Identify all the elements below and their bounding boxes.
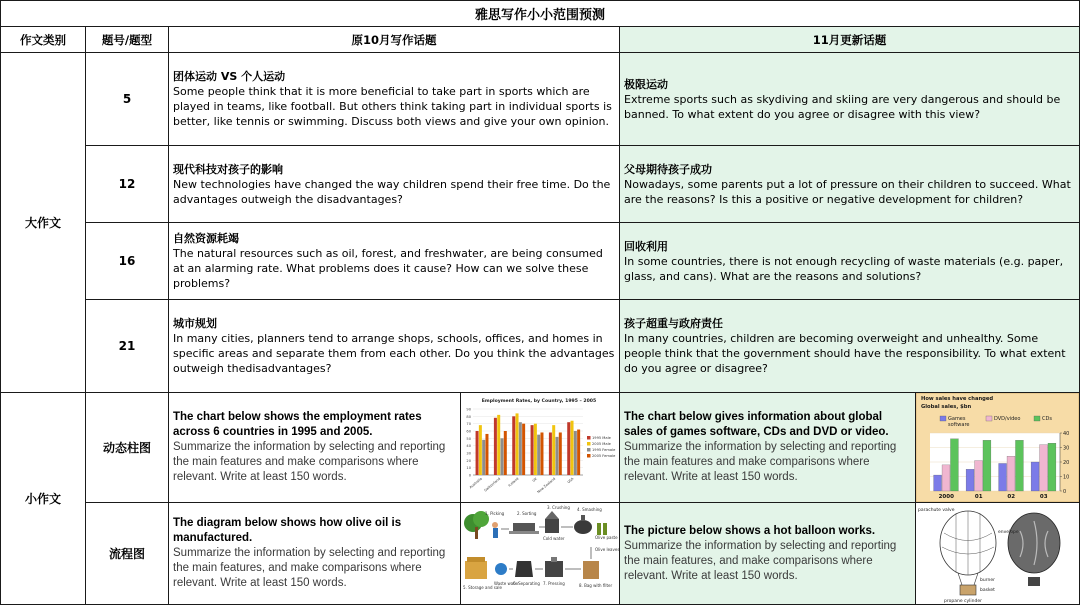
step-label: 2. Sorting xyxy=(517,511,537,516)
hot-air-balloon-diagram-cell xyxy=(915,502,1080,605)
old-topic-cell xyxy=(168,52,620,146)
task-instructions: Summarize the information by selecting and reporting the main features and make comparisons where relevant. Write at least 150 words. xyxy=(624,441,897,483)
new-topic-cell xyxy=(619,52,1080,146)
legend-label: 1995 Female xyxy=(592,448,616,452)
olive-bottles-icon xyxy=(597,523,607,535)
legend-label: 2005 Female xyxy=(592,454,616,458)
legend-swatch xyxy=(940,416,946,421)
bar xyxy=(516,413,519,475)
bar xyxy=(1048,443,1056,491)
old-topic-cell xyxy=(168,299,620,393)
bar xyxy=(534,424,537,475)
olive-oil-process-diagram xyxy=(461,503,619,604)
old-task-cell xyxy=(168,502,461,605)
topic-text: In many countries, children are becoming overweight and unhealthy. Some people think that the government should have the responsibility. To what extent do you agree or disagree? xyxy=(624,332,1066,375)
topic-text: New technologies have changed the way children spend their free time. Do the advantages outweigh the disadvantages? xyxy=(173,177,611,206)
y-tick-label: 80 xyxy=(466,414,471,419)
y-tick-label: 10 xyxy=(466,466,471,471)
bar xyxy=(476,431,479,475)
topic-title: 极限运动 xyxy=(624,77,668,91)
x-tick-label: 2000 xyxy=(938,494,954,500)
y-tick-label: 40 xyxy=(1063,430,1070,437)
diagram-label: burner xyxy=(980,578,995,583)
bar xyxy=(571,421,574,475)
y-tick-label: 50 xyxy=(466,436,471,441)
header-category: 作文类别 xyxy=(0,26,86,53)
x-tick-label: 01 xyxy=(974,494,983,500)
topic-text: Extreme sports such as skydiving and skiing are very dangerous and should be banned. To what extent do you agree or disagree with this view? xyxy=(624,92,1061,121)
category-small-essay: 小作文 xyxy=(0,392,86,605)
picker-icon xyxy=(492,522,498,538)
sales-chart-cell xyxy=(915,392,1080,503)
employment-rates-chart xyxy=(461,393,619,502)
bar xyxy=(942,465,950,491)
diagram-label: parachute valve xyxy=(918,508,955,513)
question-number: 5 xyxy=(85,52,169,146)
legend-label: software xyxy=(948,422,970,428)
bar xyxy=(1040,445,1048,491)
y-tick-label: 40 xyxy=(466,444,471,449)
separator-icon xyxy=(515,561,533,577)
y-tick-label: 0 xyxy=(1063,488,1067,495)
task-lead: The diagram below shows how olive oil is manufactured. xyxy=(173,517,402,544)
bar xyxy=(975,461,983,491)
step-label: 8. Bag with filter xyxy=(579,583,613,588)
legend-swatch xyxy=(587,448,591,452)
step-label: Cold water xyxy=(543,536,565,541)
step-label: Olive paste xyxy=(595,535,618,540)
diagram-label: basket xyxy=(980,588,995,593)
x-tick-label: UK xyxy=(531,476,538,483)
x-tick-label: Iceland xyxy=(507,476,520,488)
bar xyxy=(1015,440,1023,491)
storage-icon xyxy=(465,557,487,579)
legend-swatch xyxy=(587,442,591,446)
bar xyxy=(577,430,580,475)
employment-chart-cell xyxy=(460,392,620,503)
legend-label: Games xyxy=(948,416,966,422)
crusher-icon xyxy=(545,511,559,533)
step-label: 7. Pressing xyxy=(543,581,565,586)
topic-text: Nowadays, some parents put a lot of pressure on their children to succeed. What are the reasons? Is this a positive or negative development for children? xyxy=(624,177,1071,206)
olive-oil-diagram-cell xyxy=(460,502,620,605)
new-topic-cell xyxy=(619,299,1080,393)
legend-swatch xyxy=(587,436,591,440)
bar xyxy=(1031,462,1039,491)
x-tick-label: Australia xyxy=(468,476,483,490)
step-label: 1. Picking xyxy=(485,511,505,516)
bar xyxy=(999,463,1007,491)
step-label: Waste water xyxy=(494,581,519,586)
task-lead: The picture below shows a hot balloon works. xyxy=(624,524,876,537)
topic-title: 父母期待孩子成功 xyxy=(624,162,712,176)
bar xyxy=(501,438,504,475)
waste-water-icon xyxy=(495,563,507,575)
old-topic-cell xyxy=(168,145,620,223)
bar xyxy=(479,425,482,475)
y-tick-label: 30 xyxy=(1063,445,1070,452)
y-tick-label: 20 xyxy=(1063,459,1070,466)
y-tick-label: 90 xyxy=(466,407,471,412)
header-old-topics: 原10月写作话题 xyxy=(168,26,620,53)
legend-label: 1995 Male xyxy=(592,436,611,440)
topic-text: The natural resources such as oil, forest, and freshwater, are being consumed at an alarming rate. What problems does it cause? How can we solve these problems? xyxy=(173,247,603,290)
old-task-cell xyxy=(168,392,461,503)
topic-title: 自然资源耗竭 xyxy=(173,232,239,245)
legend-label: DVD/video xyxy=(994,416,1021,422)
bar xyxy=(504,431,507,475)
chart-title: How sales have changed xyxy=(921,396,994,402)
bar xyxy=(522,424,525,475)
diagram-label: envelope xyxy=(998,530,1019,535)
task-type: 动态柱图 xyxy=(85,392,169,503)
topic-title: 孩子超重与政府责任 xyxy=(624,317,723,330)
bar xyxy=(512,416,515,475)
x-tick-label: New Zealand xyxy=(536,476,557,495)
bar xyxy=(950,439,958,491)
topic-title: 现代科技对孩子的影响 xyxy=(173,162,283,176)
topic-text: Some people think that it is more beneficial to take part in sports which are played in teams, like football. But others think taking part in individual sports is better, like tennis or swimming. Discuss both views and give your own opinion. xyxy=(173,85,612,128)
step-label: Olive leaves xyxy=(595,547,619,552)
sorting-machine-icon xyxy=(509,523,539,534)
bar xyxy=(966,469,974,491)
y-tick-label: 60 xyxy=(466,429,471,434)
bar xyxy=(934,475,942,491)
x-tick-label: 03 xyxy=(1039,494,1048,500)
bar xyxy=(482,440,485,475)
bar xyxy=(531,425,534,475)
topic-text: In many cities, planners tend to arrange shops, schools, offices, and homes in specific areas and separate them from each other. Do you think the advantages outweigh thedisadvantages? xyxy=(173,332,615,375)
legend-label: 2005 Male xyxy=(592,442,611,446)
table-title: 雅思写作小小范围预测 xyxy=(0,0,1080,27)
topic-title: 团体运动 VS 个人运动 xyxy=(173,70,286,83)
bar xyxy=(540,432,543,475)
legend-swatch xyxy=(986,416,992,421)
topic-text: In some countries, there is not enough recycling of waste materials (e.g. paper, glass, and cans). What are the reasons and solutions? xyxy=(624,254,1064,283)
y-tick-label: 30 xyxy=(466,451,471,456)
new-topic-cell xyxy=(619,222,1080,300)
legend-label: CDs xyxy=(1042,416,1052,422)
bar xyxy=(537,435,540,475)
new-task-cell xyxy=(619,392,916,503)
task-type: 流程图 xyxy=(85,502,169,605)
new-topic-cell xyxy=(619,145,1080,223)
bar xyxy=(497,415,500,475)
bar xyxy=(983,440,991,491)
global-sales-chart xyxy=(916,393,1079,502)
bar xyxy=(556,437,559,475)
chart-title: Employment Rates, by Country, 1995 – 2005 xyxy=(481,399,597,404)
category-big-essay: 大作文 xyxy=(0,52,86,393)
step-label: 6. Separating xyxy=(513,581,540,586)
bar xyxy=(494,418,497,475)
task-lead: The chart below shows the employment rates across 6 countries in 1995 and 2005. xyxy=(173,411,422,438)
topic-title: 回收利用 xyxy=(624,239,668,253)
press-icon xyxy=(545,557,563,577)
smashing-machine-icon xyxy=(574,515,592,534)
old-topic-cell xyxy=(168,222,620,300)
bar xyxy=(519,422,522,475)
y-tick-label: 20 xyxy=(466,458,471,463)
x-tick-label: Switzerland xyxy=(483,476,502,493)
bar xyxy=(1007,456,1015,491)
task-instructions: Summarize the information by selecting and reporting the main features, and make comparisons where relevant. Write at least 150 words. xyxy=(624,539,897,582)
question-number: 16 xyxy=(85,222,169,300)
bar xyxy=(485,434,488,475)
y-tick-label: 10 xyxy=(1063,474,1070,481)
bar xyxy=(574,431,577,475)
burning-balloon-icon xyxy=(1008,513,1060,586)
topic-title: 城市规划 xyxy=(173,317,217,330)
bar xyxy=(552,425,555,475)
task-instructions: Summarize the information by selecting and reporting the main features, and make comparisons where relevant. Write at least 150 words. xyxy=(173,547,446,589)
question-number: 12 xyxy=(85,145,169,223)
balloon-envelope-icon xyxy=(940,511,996,575)
bar xyxy=(549,432,552,475)
bar xyxy=(559,432,562,475)
step-label: 4. Smashing xyxy=(577,507,602,512)
step-label: 3. Crushing xyxy=(547,505,570,510)
chart-subtitle: Global sales, $bn xyxy=(921,404,972,410)
diagram-label: propane cylinder xyxy=(944,599,982,604)
x-tick-label: USA xyxy=(566,476,575,485)
task-instructions: Summarize the information by selecting and reporting the main features and make comparisons where relevant. Write at least 150 words. xyxy=(173,441,446,483)
bar xyxy=(567,422,570,475)
legend-swatch xyxy=(1034,416,1040,421)
hot-air-balloon-diagram xyxy=(916,503,1079,604)
filter-bag-icon xyxy=(583,561,599,579)
x-tick-label: 02 xyxy=(1007,494,1016,500)
question-number: 21 xyxy=(85,299,169,393)
y-tick-label: 70 xyxy=(466,422,471,427)
new-task-cell xyxy=(619,502,916,605)
legend-swatch xyxy=(587,454,591,458)
y-tick-label: 0 xyxy=(468,473,471,478)
step-label: 5. Storage and sale xyxy=(463,585,502,590)
header-new-topics: 11月更新话题 xyxy=(619,26,1080,53)
task-lead: The chart below gives information about global sales of games software, CDs and DVD or video. xyxy=(624,411,889,438)
header-number: 题号/题型 xyxy=(85,26,169,53)
basket-icon xyxy=(958,573,978,595)
